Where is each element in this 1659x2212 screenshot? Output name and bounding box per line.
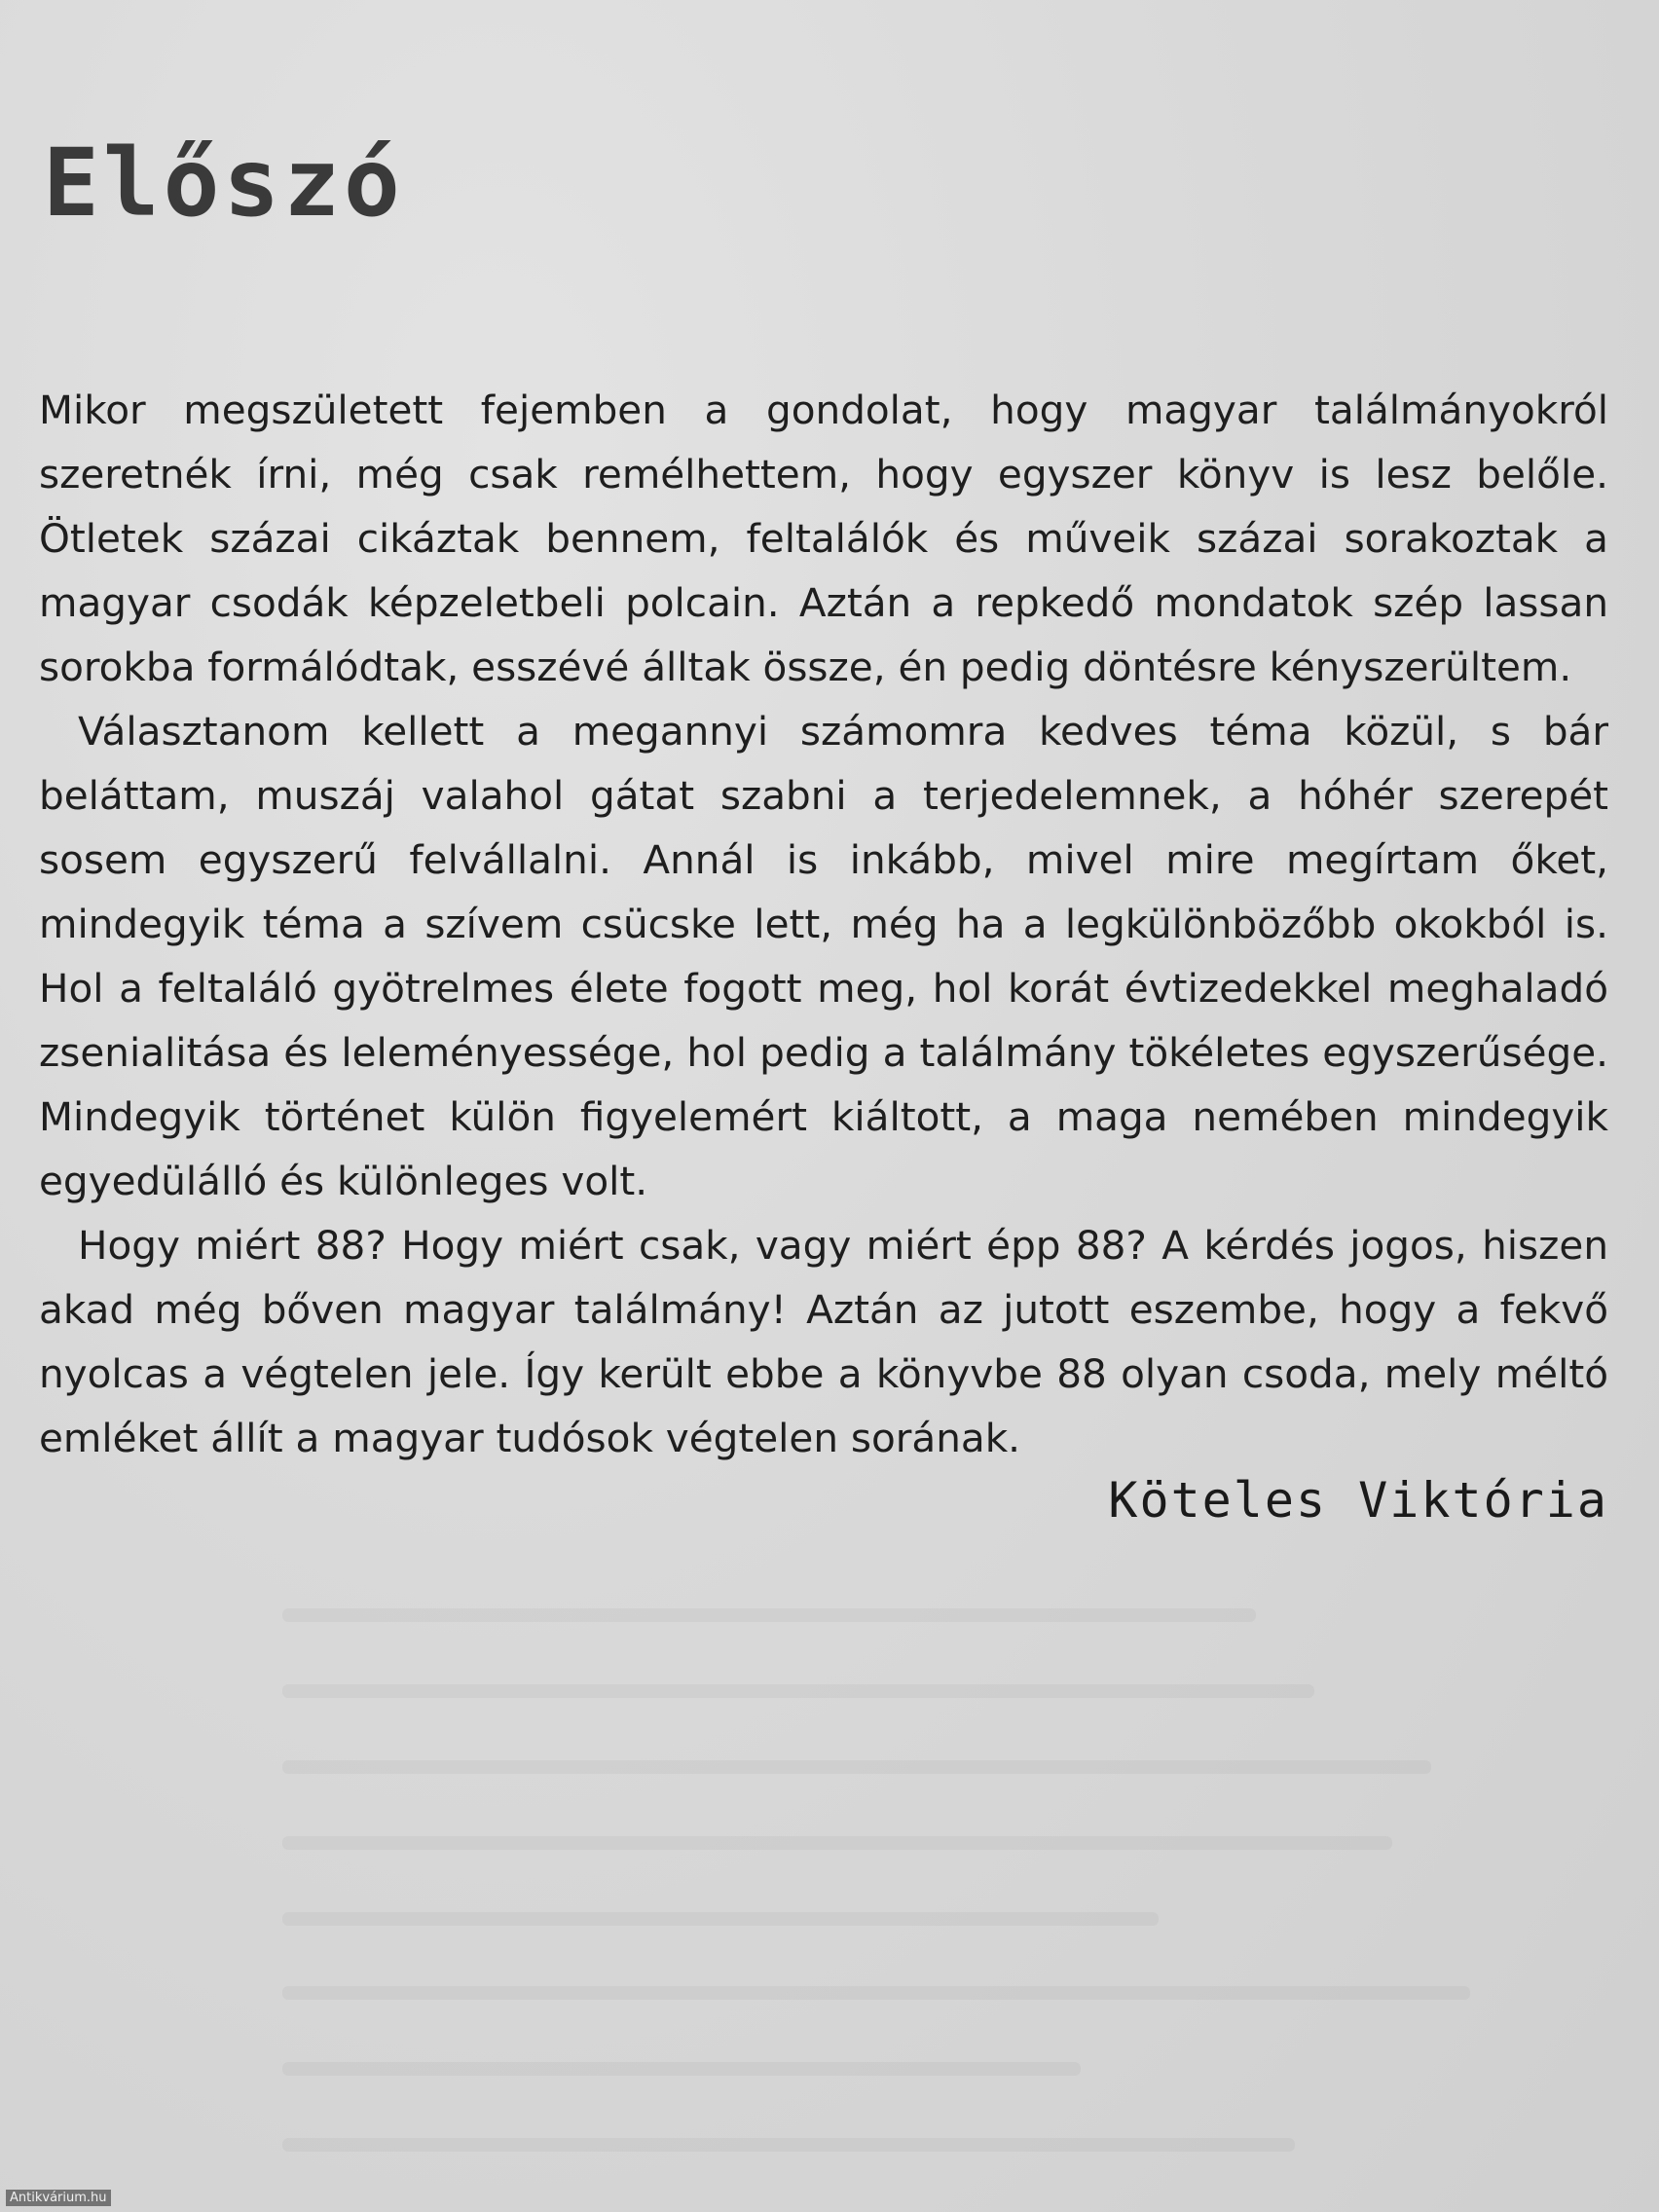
show-through-line bbox=[282, 1608, 1256, 1622]
paragraph: Választanom kellett a megannyi számomra kedves téma közül, s bár beláttam, muszáj valahol gátat szabni a terjedelemnek, a hóhér szerepét sosem egyszerű felvállalni. Annál is inkább, mivel mire megírtam őket, mindegyik téma a szívem csücske lett, még ha a legkülönbözőbb okokból is. Hol a feltaláló gyötrelmes élete fogott meg, hol korát évtizedekkel meghaladó zsenialitása és leleményessége, hol pedig a találmány tökéletes egyszerűsége. Mindegyik történet külön figyelemért kiáltott, a maga nemében mindegyik egyedülálló és különleges volt. bbox=[39, 708, 1608, 1204]
show-through-line bbox=[282, 1684, 1314, 1698]
show-through-line bbox=[282, 1986, 1470, 2000]
show-through-line bbox=[282, 1836, 1392, 1850]
show-through-line bbox=[282, 2138, 1295, 2152]
show-through-line bbox=[282, 1912, 1159, 1926]
watermark: Antikvárium.hu bbox=[6, 2190, 111, 2206]
show-through-line bbox=[282, 1760, 1431, 1774]
paragraph: Hogy miért 88? Hogy miért csak, vagy miért épp 88? A kérdés jogos, hiszen akad még bőven magyar találmány! Aztán az jutott eszembe, hogy a fekvő nyolcas a végtelen jele. Így került ebbe a könyvbe 88 olyan csoda, mely méltó emléket állít a magyar tudósok végtelen sorának. bbox=[39, 1222, 1608, 1461]
show-through-line bbox=[282, 2062, 1081, 2076]
page-title: Előszó bbox=[43, 129, 404, 238]
body-text bbox=[39, 378, 1608, 1470]
author-signature: Köteles Viktória bbox=[1108, 1472, 1608, 1529]
paragraph: Mikor megszületett fejemben a gondolat, hogy magyar találmányokról szeretnék írni, még csak remélhettem, hogy egyszer könyv is lesz belőle. Ötletek százai cikáztak bennem, feltalálók és műveik százai sorakoztak a magyar csodák képzeletbeli polcain. Aztán a repkedő mondatok szép lassan sorokba formálódtak, esszévé álltak össze, én pedig döntésre kényszerültem. bbox=[39, 387, 1608, 690]
